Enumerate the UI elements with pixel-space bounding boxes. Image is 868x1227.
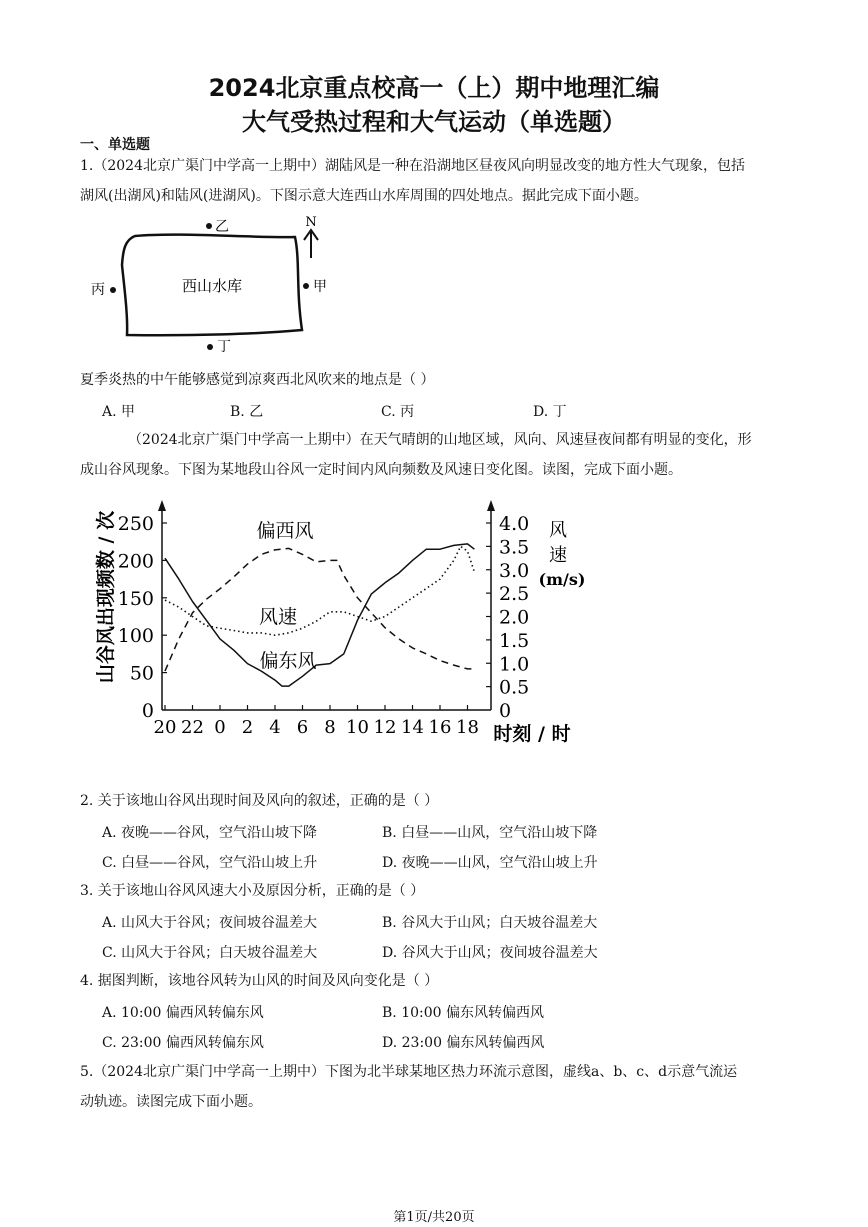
- x-tick-label: 20: [153, 717, 177, 738]
- point-jia-label: 甲: [313, 279, 327, 295]
- y-right-tick-label: 0: [499, 700, 512, 722]
- y-right-tick-label: 3.5: [499, 536, 530, 559]
- ylabel-right-2: 速: [549, 545, 567, 566]
- q1-option-c[interactable]: C. 丙: [381, 404, 415, 420]
- x-tick-label: 18: [456, 717, 479, 738]
- point-bing-dot: [110, 287, 116, 293]
- lake-label: 西山水库: [181, 277, 243, 295]
- q1-question: 夏季炎热的中午能够感觉到凉爽西北风吹来的地点是（ ）: [80, 372, 435, 388]
- point-yi-label: 乙: [215, 219, 229, 235]
- y-axis-right-arrow-icon: [487, 500, 495, 511]
- ylabel-right-3: (m/s): [538, 570, 586, 589]
- y-axis-left-arrow-icon: [158, 500, 166, 511]
- q2-intro-line2: 成山谷风现象。下图为某地段山谷风一定时间内风向频数及风速日变化图。读图，完成下面小题。: [80, 462, 682, 478]
- chart-ticks: [118, 513, 529, 738]
- x-tick-label: 10: [346, 717, 369, 738]
- series-label-0: 偏西风: [256, 520, 314, 542]
- y-left-tick-label: 150: [117, 587, 154, 610]
- x-tick-label: 2: [241, 717, 254, 738]
- q3-option-b[interactable]: B. 谷风大于山风；白天坡谷温差大: [382, 915, 598, 931]
- y-right-tick-label: 3.0: [499, 559, 530, 582]
- x-tick-label: 8: [324, 717, 336, 738]
- y-right-tick-label: 4.0: [499, 513, 530, 535]
- valley-wind-chart: [80, 495, 600, 760]
- ylabel-right-1: 风: [549, 520, 567, 541]
- series-line-0: [165, 548, 474, 671]
- xlabel: 时刻 / 时: [493, 723, 571, 745]
- chart-series: [165, 520, 474, 686]
- q2-option-a[interactable]: A. 夜晚——谷风，空气沿山坡下降: [102, 825, 318, 841]
- x-tick-label: 6: [296, 717, 309, 738]
- q1-option-d[interactable]: D. 丁: [533, 404, 567, 420]
- point-jia-dot: [303, 283, 309, 289]
- point-ding-label: 丁: [217, 339, 231, 355]
- north-arrow-icon: [304, 230, 318, 258]
- q3-option-c[interactable]: C. 山风大于谷风；白天坡谷温差大: [102, 945, 318, 961]
- q2-option-b[interactable]: B. 白昼——山风，空气沿山坡下降: [382, 825, 598, 841]
- q4-stem: 4. 据图判断，该地谷风转为山风的时间及风向变化是（ ）: [80, 973, 439, 989]
- section-heading: 一、单选题: [80, 137, 150, 153]
- document-subtitle: 大气受热过程和大气运动（单选题）: [242, 108, 626, 136]
- x-tick-label: 12: [373, 717, 397, 738]
- ylabel-left: 山谷风出现频数 / 次: [95, 510, 117, 684]
- point-bing-label: 丙: [91, 282, 105, 298]
- y-right-tick-label: 2.5: [499, 583, 530, 606]
- q5-stem-line1: 5.（2024北京广渠门中学高一上期中）下图为北半球某地区热力环流示意图，虚线a、b、c、d示意气流运: [80, 1064, 738, 1080]
- q2-stem: 2. 关于该地山谷风出现时间及风向的叙述，正确的是（ ）: [80, 793, 439, 809]
- document-title: 2024北京重点校高一（上）期中地理汇编: [208, 74, 660, 102]
- q2-intro-line1: （2024北京广渠门中学高一上期中）在天气晴朗的山地区域，风向、风速昼夜间都有明显的变化，形: [128, 432, 752, 448]
- q3-option-d[interactable]: D. 谷风大于山风；夜间坡谷温差大: [382, 945, 598, 961]
- series-label-1: 偏东风: [259, 650, 317, 672]
- y-right-tick-label: 0.5: [499, 676, 530, 699]
- q1-stem-line1: 1.（2024北京广渠门中学高一上期中）湖陆风是一种在沿湖地区昼夜风向明显改变的地方性大气现象，包括: [80, 158, 745, 174]
- q4-option-b[interactable]: B. 10:00 偏东风转偏西风: [382, 1005, 544, 1021]
- q5-stem-line2: 动轨迹。读图完成下面小题。: [80, 1094, 262, 1110]
- y-right-tick-label: 1.0: [499, 653, 530, 676]
- q1-stem-line2: 湖风(出湖风)和陆风(进湖风)。下图示意大连西山水库周围的四处地点。据此完成下面小题。: [80, 188, 648, 204]
- series-line-1: [165, 544, 474, 686]
- q1-option-b[interactable]: B. 乙: [230, 404, 264, 420]
- point-ding-dot: [207, 344, 213, 350]
- x-tick-label: 4: [269, 717, 281, 738]
- q2-option-c[interactable]: C. 白昼——谷风，空气沿山坡上升: [102, 855, 318, 871]
- y-left-tick-label: 250: [117, 513, 154, 535]
- y-right-tick-label: 1.5: [499, 629, 530, 652]
- q3-stem: 3. 关于该地山谷风风速大小及原因分析，正确的是（ ）: [80, 883, 425, 899]
- q2-option-d[interactable]: D. 夜晚——山风，空气沿山坡上升: [382, 855, 598, 871]
- point-yi-dot: [206, 223, 212, 229]
- y-left-tick-label: 200: [117, 550, 154, 573]
- x-tick-label: 16: [428, 717, 452, 738]
- page-number: 第1页/共20页: [393, 1210, 475, 1225]
- q4-option-a[interactable]: A. 10:00 偏西风转偏东风: [102, 1005, 264, 1021]
- x-tick-label: 22: [181, 717, 204, 738]
- y-left-tick-label: 50: [129, 662, 154, 685]
- x-tick-label: 0: [214, 717, 226, 738]
- q4-option-c[interactable]: C. 23:00 偏西风转偏东风: [102, 1035, 264, 1051]
- chart-axes: [158, 500, 495, 710]
- y-left-tick-label: 0: [141, 700, 154, 722]
- q1-option-a[interactable]: A. 甲: [102, 404, 136, 420]
- north-label: N: [305, 215, 317, 230]
- x-tick-label: 14: [401, 717, 424, 738]
- lake-map: [80, 210, 360, 360]
- series-line-2: [165, 546, 474, 635]
- y-left-tick-label: 100: [117, 625, 154, 648]
- q3-option-a[interactable]: A. 山风大于谷风；夜间坡谷温差大: [102, 915, 318, 931]
- y-right-tick-label: 2.0: [499, 606, 530, 629]
- series-label-2: 风速: [258, 606, 298, 628]
- q4-option-d[interactable]: D. 23:00 偏东风转偏西风: [382, 1035, 545, 1051]
